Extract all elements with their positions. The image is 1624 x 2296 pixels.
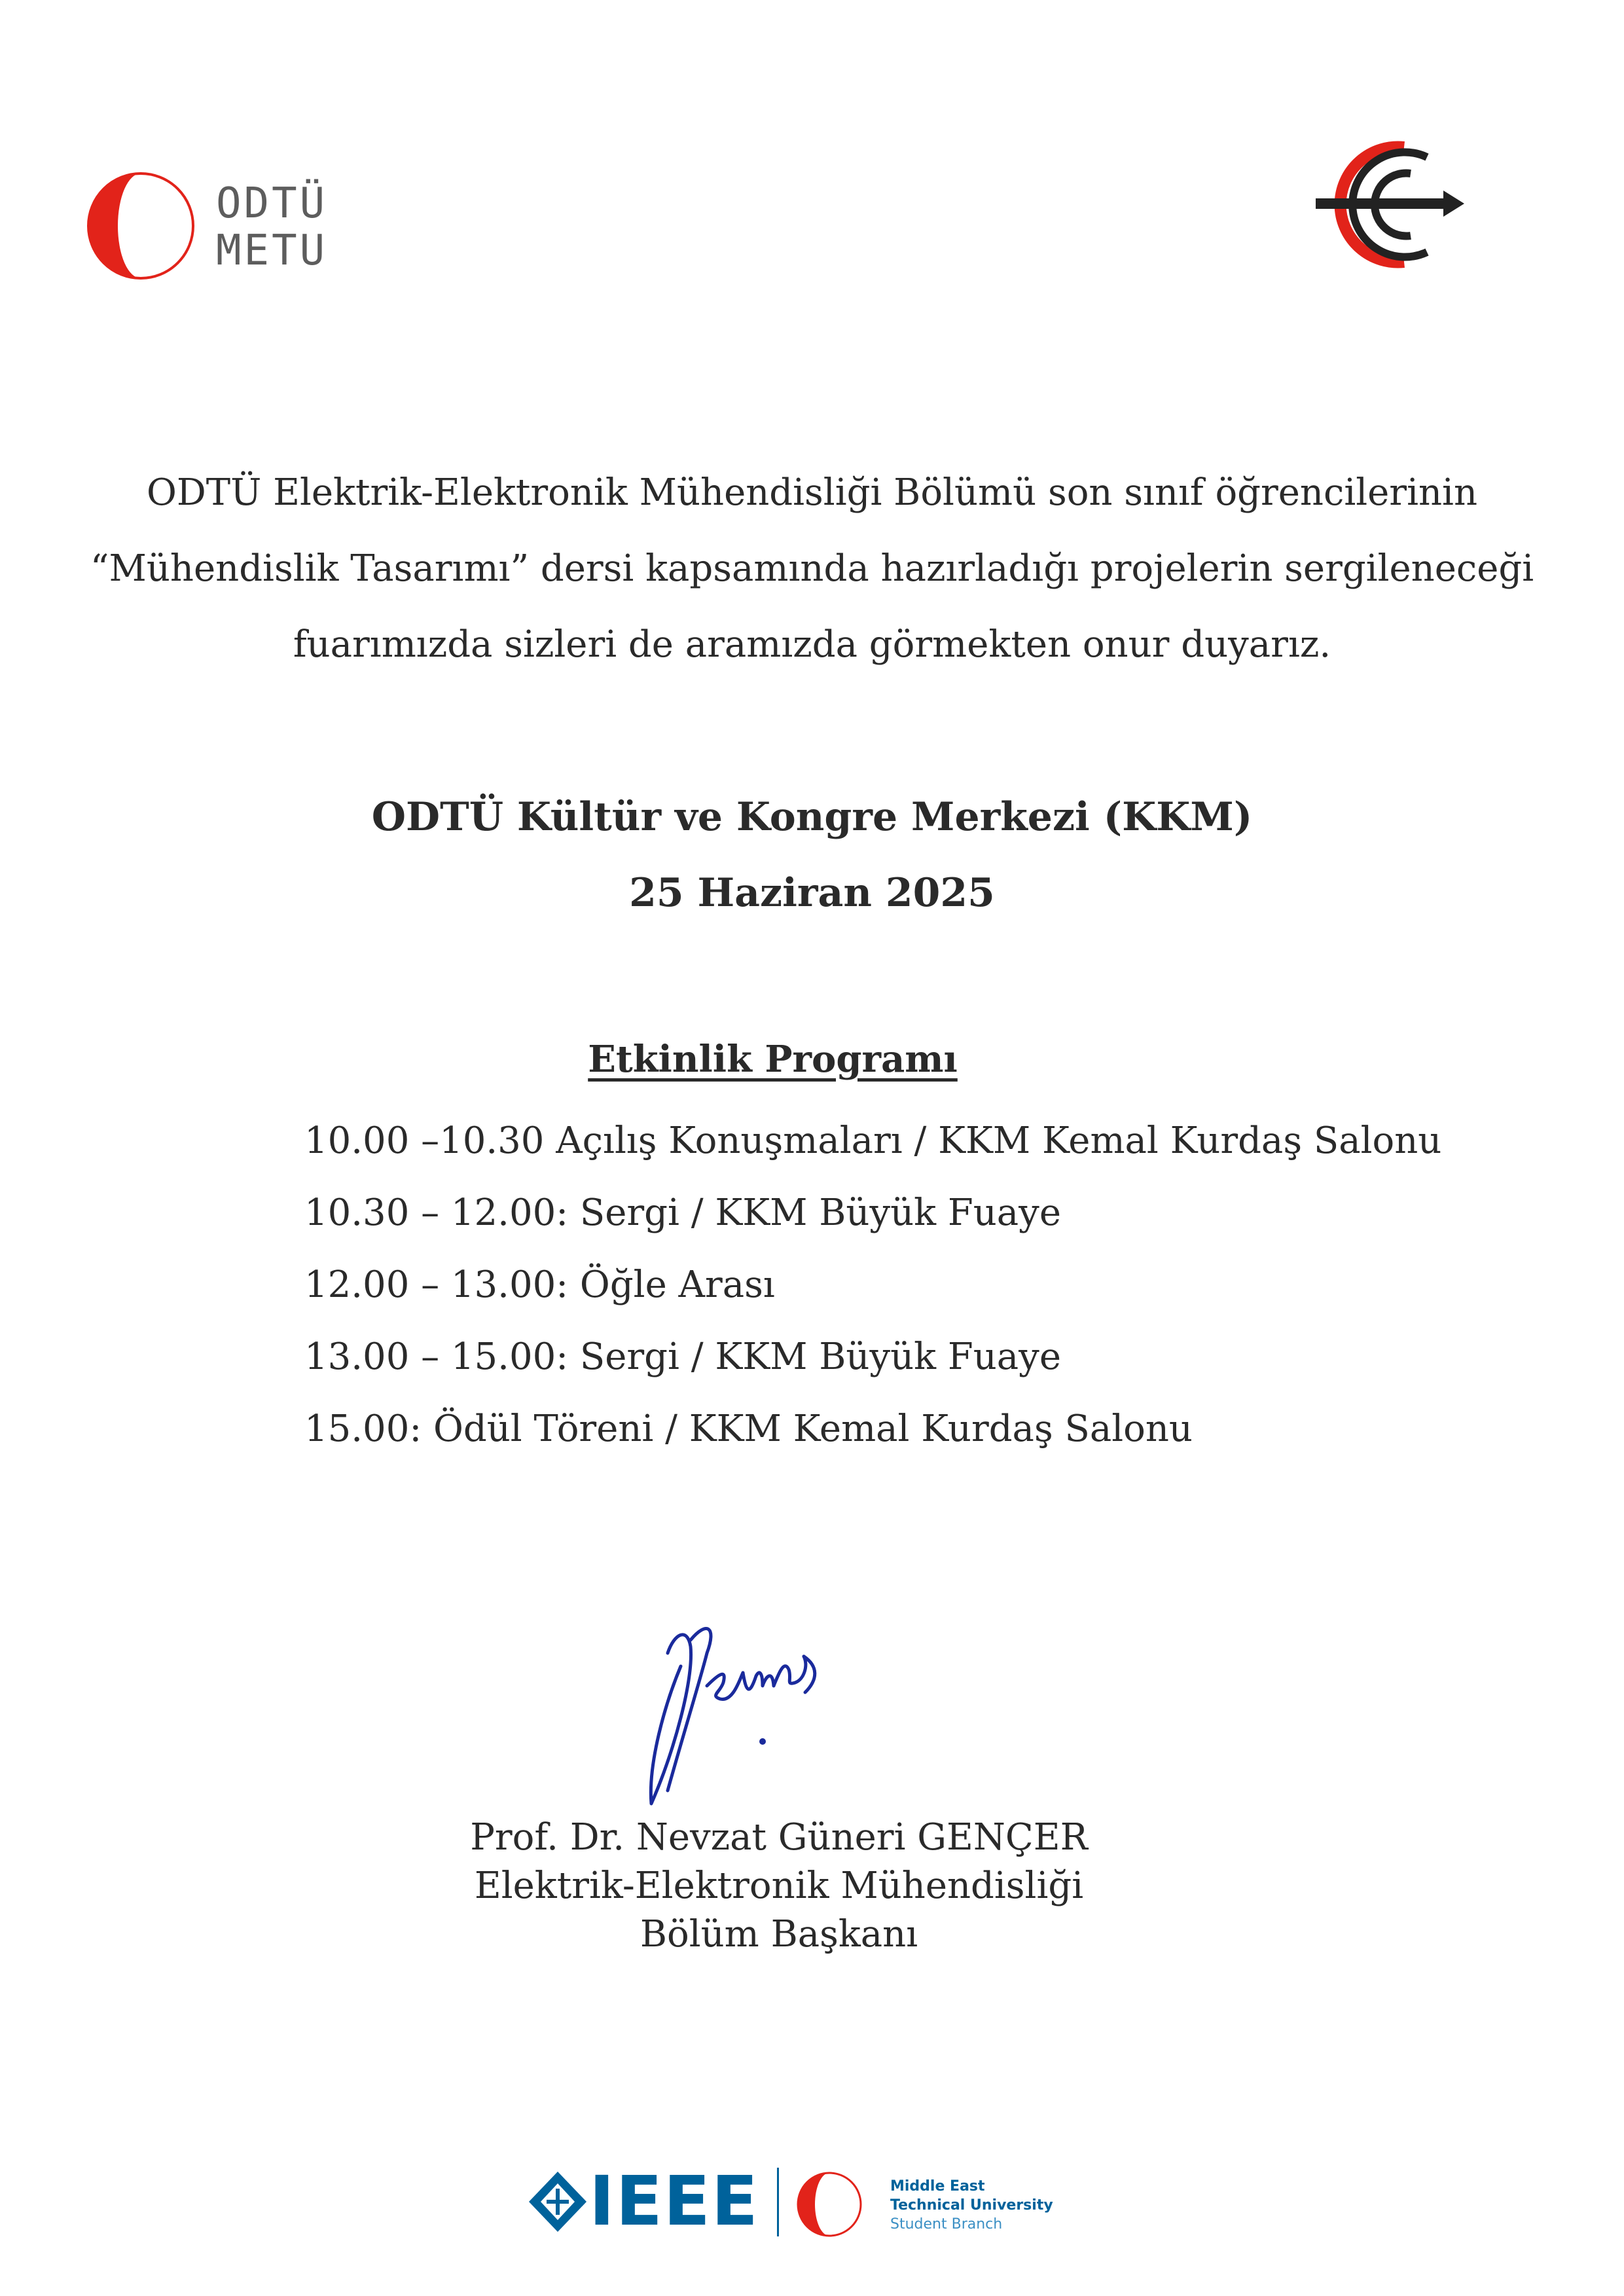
metu-logo-line: METU	[216, 227, 328, 275]
intro-line: fuarımızda sizleri de aramızda görmekten onur duyarız.	[293, 623, 1331, 666]
metu-emblem-icon	[79, 167, 203, 285]
branch-line: Technical University	[890, 2197, 1053, 2214]
metu-logo	[79, 167, 353, 285]
signatory-block	[0, 1813, 1558, 1959]
metu-logo-text	[216, 180, 327, 274]
branch-line: Student Branch	[890, 2216, 1003, 2232]
signatory-title: Bölüm Başkanı	[640, 1913, 918, 1956]
event-date: 25 Haziran 2025	[629, 870, 995, 916]
program-item: 13.00 – 15.00: Sergi / KKM Büyük Fuaye	[304, 1336, 1061, 1378]
event-details	[0, 779, 1624, 931]
intro-paragraph	[39, 455, 1585, 683]
branch-line: Middle East	[890, 2178, 985, 2195]
signature	[628, 1607, 844, 1823]
program-list	[304, 1105, 1441, 1465]
ieee-diamond-icon	[527, 2169, 589, 2234]
ieee-wordmark: IEEE	[589, 2161, 759, 2241]
metu-logo-line: ODTÜ	[216, 179, 328, 228]
signatory-department: Elektrik-Elektronik Mühendisliği	[474, 1865, 1084, 1907]
eee-department-icon	[1312, 134, 1466, 275]
ieee-student-branch-logo	[527, 2157, 1064, 2249]
program-item: 10.00 –10.30 Açılış Konuşmaları / KKM Kemal Kurdaş Salonu	[304, 1120, 1442, 1162]
program-item: 12.00 – 13.00: Öğle Arası	[304, 1264, 775, 1306]
program-item: 15.00: Ödül Töreni / KKM Kemal Kurdaş Salonu	[304, 1408, 1193, 1450]
signatory-name: Prof. Dr. Nevzat Güneri GENÇER	[470, 1816, 1088, 1859]
event-venue: ODTÜ Kültür ve Kongre Merkezi (KKM)	[371, 794, 1253, 840]
footer-divider	[777, 2168, 779, 2236]
program-item: 10.30 – 12.00: Sergi / KKM Büyük Fuaye	[304, 1192, 1061, 1234]
student-branch-text	[890, 2177, 1053, 2234]
intro-line: “Mühendislik Tasarımı” dersi kapsamında hazırladığı projelerin sergileneceği	[90, 547, 1534, 590]
eee-department-logo	[1312, 134, 1466, 275]
intro-line: ODTÜ Elektrik-Elektronik Mühendisliği Bölümü son sınıf öğrencilerinin	[146, 471, 1478, 514]
program-title: Etkinlik Programı	[588, 1038, 958, 1081]
handwritten-signature-icon	[628, 1607, 844, 1823]
metu-emblem-icon	[792, 2170, 867, 2239]
